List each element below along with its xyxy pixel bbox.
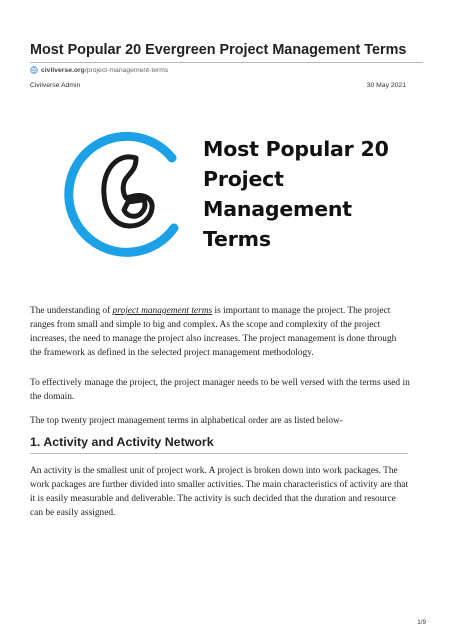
section-paragraph: An activity is the smallest unit of project work. A project is broken down into work packages. The work packages are further divided into smaller activities. The main characteristics of activity are that it is easily measurable and deliverable. The activity is such decided that the duration and resource can be easily assigned. [30,466,409,518]
pm-terms-link[interactable]: project management terms [112,306,213,316]
page-number: 1/9 [417,619,426,626]
hero-line: Management [203,197,352,221]
logo-icon [50,110,210,280]
intro-text-rest: is important to manage the project. The project ranges from small and simple to big and complex. As the scope and complexity of the project increases, the need to manage the project also increases. The project management is done through the framework as defined in the selected project management methodology. [30,306,397,358]
title-divider [30,62,423,63]
paragraph-3: The top twenty project management terms in alphabetical order are as listed below- [30,416,343,426]
intro-text: The understanding of [30,306,113,316]
hero-line: Most Popular 20 [203,137,389,161]
publish-date: 30 May 2021 [366,82,406,89]
hero-line: Terms [203,227,271,251]
section-divider [30,453,408,454]
paragraph-2: To effectively manage the project, the project manager needs to be well versed with the terms used in the domain. [30,378,410,402]
source-link[interactable] [30,66,168,74]
section-heading: 1. Activity and Activity Network [30,435,214,449]
author-name: Civilverse Admin [30,82,81,89]
hero-title [203,134,389,254]
hero-banner [50,110,410,280]
globe-icon [30,66,38,74]
source-domain: civilverse.org [41,66,85,74]
intro-paragraph [30,304,410,360]
page-title: Most Popular 20 Evergreen Project Management Terms [30,42,407,58]
source-path: /project-management-terms [84,66,169,74]
article-meta [30,82,406,89]
hero-line: Project [203,167,284,191]
